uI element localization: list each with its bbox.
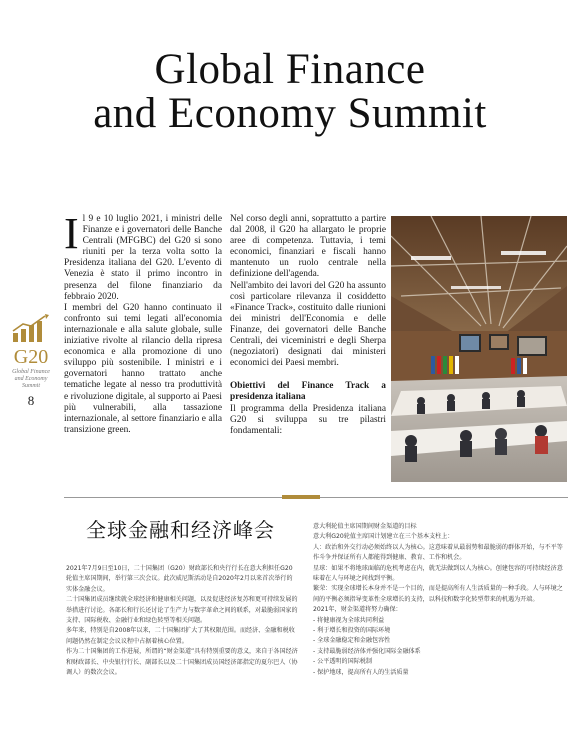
paragraph: 作为二十国集团的工作进展，所谓的“财金渠道”具有特别重要的意义，来自于各国经济和财政部长、中央银行行长、副部长以及二十国集团成员国经济部指定的夏尔巴人（协调人）的数次会议。 (66, 648, 298, 677)
title-line-1: Global Finance (154, 46, 426, 93)
list-item: - 将健康视为全球共同利益 (313, 616, 385, 624)
paragraph: 二十国集团成员继续就全球经济和健康相关问题，以及促进经济复苏和更可持续发展的举措进行讨论。各部长和行长还讨论了生产力与数字革命之间的联系，对最脆弱国家的支持、国际税收、金融行业和绿色转型等相关问题。 (66, 596, 298, 625)
italian-column-2 (230, 214, 386, 437)
paragraph: 2021年7月9日至10日，二十国集团（G20）财政部长和央行行长在意大利担任G20轮值主席国期间，举行第三次会议。此次威尼斯活动是自2020年2月以来首次举行的实体金融会议。 (66, 565, 293, 593)
paragraph: Il programma della Presidenza italiana G20 si sviluppa su tre pilastri fondamentali: (230, 403, 386, 436)
paragraph: l 9 e 10 luglio 2021, i ministri delle Finanze e i governatori delle Banche Centrali (MFGBC) del G20 si sono riuniti per la terza volta sotto la Presidenza italiana del G20. L'evento di Venezia è stato il primo incontro in presenza del filone finanziario da febbraio 2020. (64, 214, 222, 302)
list-item: - 保护地球，提高所有人的生活质量 (313, 668, 409, 676)
drop-cap: I (64, 209, 79, 258)
page-title (0, 48, 580, 136)
section-subheading: 意大利轮值主席国期间财金渠道的目标 (313, 523, 417, 530)
list-item: - 公平透明的国际税制 (313, 658, 372, 666)
paragraph: 繁荣：实现全球增长本身并不是一个目的，而是提高所有人生活质量的一种手段。人与环境之间的平衡必须指导变革性全球增长的支持，以科技和数字化转型带来的机遇为开端。 (313, 585, 563, 603)
list-item: - 全球金融稳定和金融包容性 (313, 637, 391, 645)
section-subheading: Obiettivi del Finance Track a presidenza italiana (230, 381, 386, 403)
paragraph: 意大利G20轮值主席国计划建立在三个基本支柱上： (313, 533, 454, 541)
g20-side-logo (10, 313, 52, 409)
page-number: 8 (27, 393, 35, 408)
chinese-title: 全球金融和经济峰会 (86, 518, 275, 542)
paragraph: Nell'ambito dei lavori del G20 ha assunto così particolare rilevanza il cosiddetto «Finance Track», costituito dalle riunioni dei ministri dell'Economia e delle Finanze, dei governatori delle Banche Centrali, dei viceministri e degli Sherpa (negoziatori) designati dai ministeri economici dei Paesi membri. (230, 280, 386, 369)
chinese-column-1 (66, 564, 298, 678)
paragraph: Nel corso degli anni, soprattutto a partire dal 2008, il G20 ha allargato le proprie aree di competenza. Tuttavia, i temi economici, finanziari e fiscali hanno mantenuto un ruolo centrale nella definizione dell'agenda. (230, 214, 386, 280)
paragraph: 星球：如果不将地球面临的危机考虑在内，就无法做到以人为核心。创建包容的可持续经济意味着在人与环境之间找到平衡。 (313, 564, 563, 583)
paragraph: 多年来，特别是自2008年以来，二十国集团扩大了其权限范围。而经济、金融和税收问题仍然在制定会议议程中占据着核心位置。 (66, 627, 295, 645)
divider-accent (282, 495, 320, 499)
italian-column-1 (64, 209, 222, 436)
summit-hall-photo (391, 216, 567, 482)
growth-chart-icon (11, 313, 51, 343)
paragraph: 人：政治和外交行动必须始终以人为核心。这意味着从最弱势和最脆弱的群体开始，与不平等作斗争并保证所有人都能得到健康、教育、工作和机会。 (313, 543, 563, 562)
g20-logo-text: G20 (13, 346, 49, 368)
sidebar-subtitle: Global Finance and Economy Summit (12, 369, 50, 389)
paragraph: I membri del G20 hanno continuato il confronto sui temi legati all'economia internazionale e alla salute globale, sulle iniziative rivolte al rilancio della ripresa economica e alla promozione di uno sviluppo più sostenibile. I ministri e i governatori hanno trattato anche tematiche legate al nesso tra produttività e rivoluzione digitale, al supporto ai Paesi più vulnerabili, alla tassazione internazionale, al settore finanziario e alla transizione green. (64, 302, 222, 435)
list-item: - 支持最脆弱经济体并强化国际金融体系 (313, 647, 421, 655)
list-item: - 利于增长和投资的国际环境 (313, 627, 391, 635)
paragraph: 2021年，财金渠道将努力确保： (313, 606, 402, 614)
chinese-column-2 (313, 522, 565, 678)
title-line-2: and Economy Summit (93, 90, 487, 137)
